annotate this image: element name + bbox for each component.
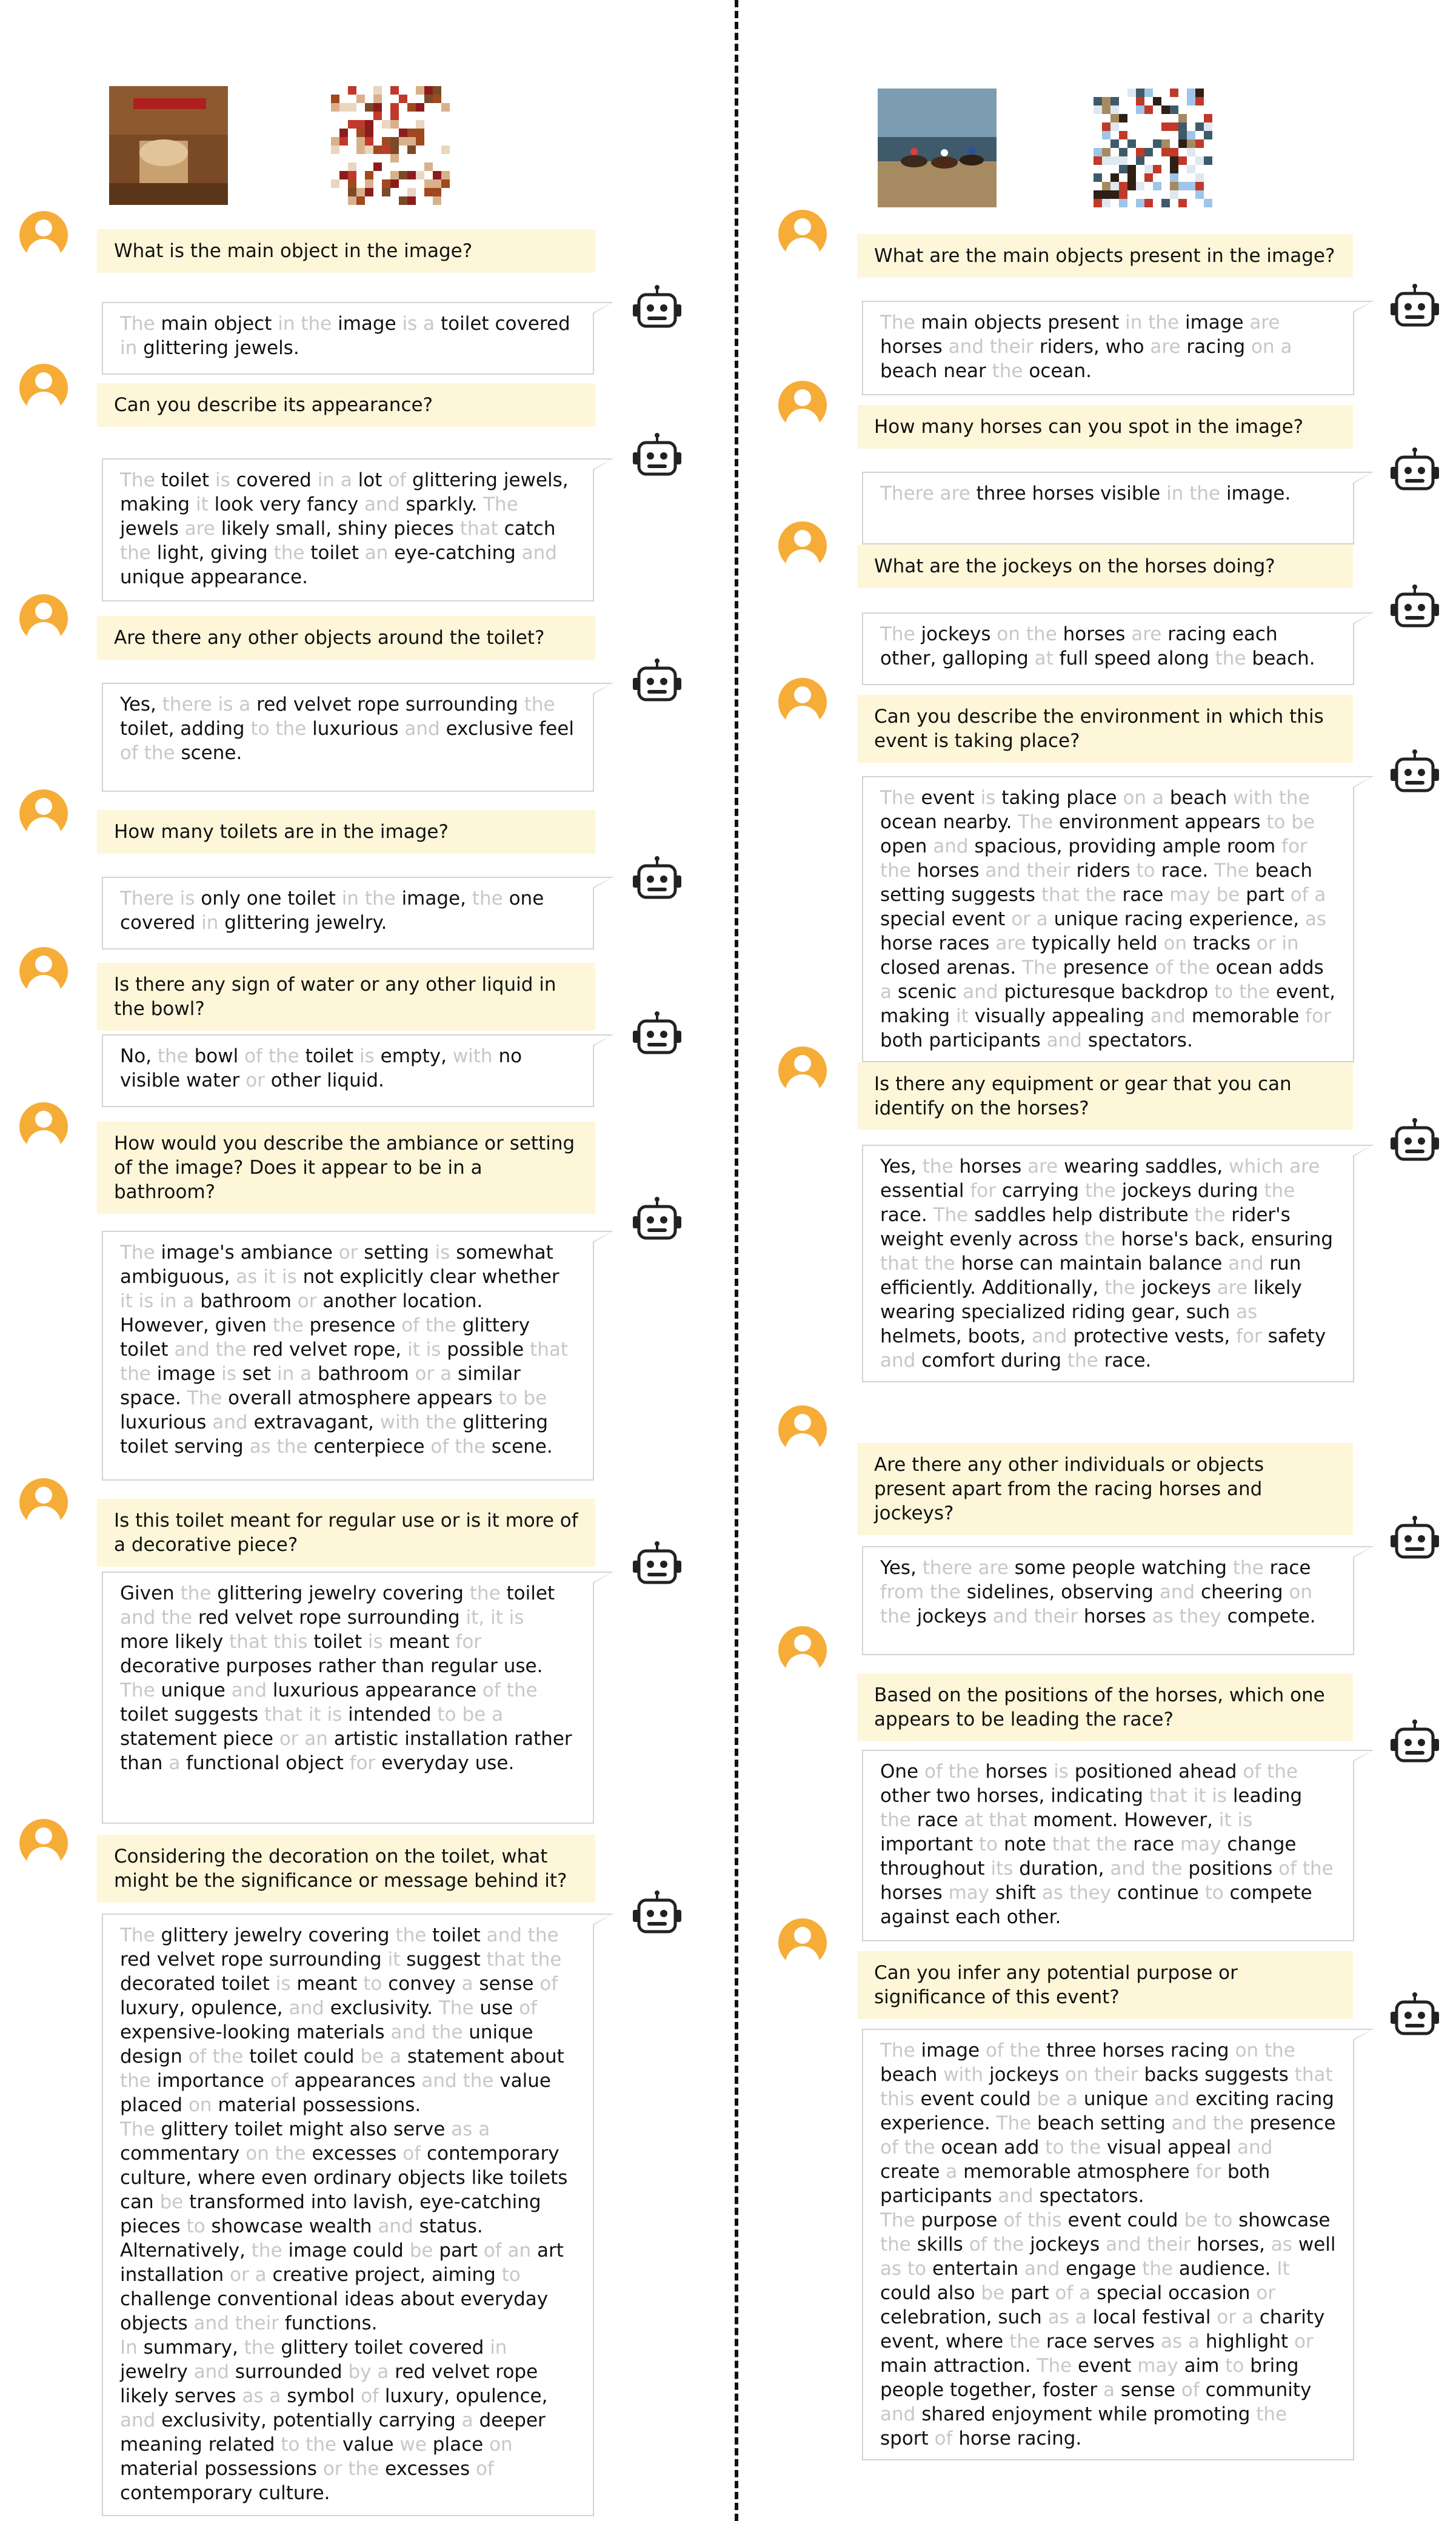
user-avatar-icon: [19, 1478, 68, 1527]
answer-bubble: The event is taking place on a beach with the ocean nearby. The environment appears to be open and spacious, providing ample room for the horses and their riders to race. The beach setting suggests that the race may be part of a special event or a unique racing experience, as horse races are typically held on tracks or in closed arenas. The presence of the ocean adds a scenic and picturesque backdrop to the event, making it visually appealing and memorable for both participants and spectators.: [862, 776, 1354, 1062]
user-avatar-icon: [19, 1102, 68, 1151]
user-avatar-icon: [19, 1819, 68, 1867]
robot-assistant-icon: [1389, 583, 1440, 634]
robot-assistant-icon: [1389, 1991, 1440, 2042]
user-avatar-icon: [778, 381, 827, 429]
question-bubble: Is there any equipment or gear that you can identify on the horses?: [857, 1062, 1353, 1130]
center-dashed-divider: [735, 0, 738, 2521]
robot-assistant-icon: [1389, 1718, 1440, 1769]
user-avatar-icon: [778, 1626, 827, 1675]
question-bubble: Are there any other objects around the toilet?: [97, 616, 595, 660]
question-bubble: Considering the decoration on the toilet, what might be the significance or message behind it?: [97, 1835, 595, 1903]
user-avatar-icon: [19, 211, 68, 259]
user-avatar-icon: [19, 364, 68, 412]
question-bubble: Can you infer any potential purpose or significance of this event?: [857, 1951, 1353, 2019]
user-avatar-icon: [19, 789, 68, 838]
toilet-photo-thumbnail: [109, 86, 228, 205]
answer-bubble: The jockeys on the horses are racing each other, galloping at full speed along the beach.: [862, 612, 1354, 685]
robot-assistant-icon: [1389, 1515, 1440, 1565]
robot-assistant-icon: [632, 855, 683, 906]
robot-assistant-icon: [1389, 748, 1440, 799]
robot-assistant-icon: [632, 284, 683, 335]
question-bubble: Can you describe the environment in which this event is taking place?: [857, 695, 1353, 763]
robot-assistant-icon: [632, 1889, 683, 1940]
question-bubble: Based on the positions of the horses, which one appears to be leading the race?: [857, 1673, 1353, 1741]
answer-bubble: The main objects present in the image are horses and their riders, who are racing on a beach near the ocean.: [862, 301, 1354, 395]
answer-bubble: The glittery jewelry covering the toilet and the red velvet rope surrounding it suggest that the decorated toilet is meant to convey a sense of luxury, opulence, and exclusivity. The use of expensive-looking materials and the unique design of the toilet could be a statement about the importance of appearances and the value placed on material possessions. The glittery toilet might also serve as a commentary on the excesses of contemporary culture, where even ordinary objects like toilets can be transformed into lavish, eye-catching pieces to showcase wealth and status. Alternatively, the image could be part of an art installation or a creative project, aiming to challenge conventional ideas about everyday objects and their functions. In summary, the glittery toilet covered in jewelry and surrounded by a red velvet rope likely serves as a symbol of luxury, opulence, and exclusivity, potentially carrying a deeper meaning related to the value we place on material possessions or the excesses of contemporary culture.: [102, 1913, 594, 2516]
user-avatar-icon: [778, 1918, 827, 1967]
robot-assistant-icon: [1389, 283, 1440, 333]
horses-photo-thumbnail: [878, 89, 997, 207]
question-bubble: Can you describe its appearance?: [97, 383, 595, 427]
answer-bubble: Yes, the horses are wearing saddles, which are essential for carrying the jockeys during the race. The saddles help distribute the rider's weight evenly across the horse's back, ensuring that the horse can maintain balance and run efficiently. Additionally, the jockeys are likely wearing specialized riding gear, such as helmets, boots, and protective vests, for safety and comfort during the race.: [862, 1145, 1354, 1382]
robot-assistant-icon: [632, 1196, 683, 1247]
answer-bubble: There is only one toilet in the image, the one covered in glittering jewelry.: [102, 877, 594, 949]
question-bubble: How would you describe the ambiance or setting of the image? Does it appear to be in a bathroom?: [97, 1122, 595, 1214]
user-avatar-icon: [778, 1405, 827, 1454]
question-bubble: Is this toilet meant for regular use or is it more of a decorative piece?: [97, 1499, 595, 1567]
user-avatar-icon: [778, 678, 827, 726]
user-avatar-icon: [778, 521, 827, 570]
answer-bubble: Yes, there is a red velvet rope surrounding the toilet, adding to the luxurious and exclusive feel of the scene.: [102, 683, 594, 792]
user-avatar-icon: [19, 594, 68, 643]
robot-assistant-icon: [1389, 1117, 1440, 1168]
toilet-masked-thumbnail: [331, 86, 450, 205]
robot-assistant-icon: [1389, 446, 1440, 497]
answer-bubble: The main object in the image is a toilet covered in glittering jewels.: [102, 302, 594, 375]
robot-assistant-icon: [632, 657, 683, 708]
robot-assistant-icon: [632, 1010, 683, 1061]
robot-assistant-icon: [632, 432, 683, 483]
question-bubble: What are the main objects present in the image?: [857, 234, 1353, 278]
answer-bubble: The image of the three horses racing on the beach with jockeys on their backs suggests that this event could be a unique and exciting racing experience. The beach setting and the presence of the ocean add to the visual appeal and create a memorable atmosphere for both participants and spectators. The purpose of this event could be to showcase the skills of the jockeys and their horses, as well as to entertain and engage the audience. It could also be part of a special occasion or celebration, such as a local festival or a charity event, where the race serves as a highlight or main attraction. The event may aim to bring people together, foster a sense of community and shared enjoyment while promoting the sport of horse racing.: [862, 2029, 1354, 2460]
question-bubble: How many toilets are in the image?: [97, 810, 595, 854]
question-bubble: How many horses can you spot in the image?: [857, 405, 1353, 449]
answer-bubble: Yes, there are some people watching the race from the sidelines, observing and cheering on the jockeys and their horses as they compete.: [862, 1546, 1354, 1655]
user-avatar-icon: [19, 947, 68, 996]
answer-bubble: No, the bowl of the toilet is empty, with no visible water or other liquid.: [102, 1034, 594, 1107]
answer-bubble: The toilet is covered in a lot of glittering jewels, making it look very fancy and sparkly. The jewels are likely small, shiny pieces that catch the light, giving the toilet an eye-catching and unique appearance.: [102, 458, 594, 601]
question-bubble: Is there any sign of water or any other liquid in the bowl?: [97, 963, 595, 1031]
user-avatar-icon: [778, 1046, 827, 1095]
answer-bubble: One of the horses is positioned ahead of the other two horses, indicating that it is leading the race at that moment. However, it is important to note that the race may change throughout its duration, and the positions of the horses may shift as they continue to compete against each other.: [862, 1750, 1354, 1941]
answer-bubble: Given the glittering jewelry covering the toilet and the red velvet rope surrounding it, it is more likely that this toilet is meant for decorative purposes rather than regular use. The unique and luxurious appearance of the toilet suggests that it is intended to be a statement piece or an artistic installation rather than a functional object for everyday use.: [102, 1572, 594, 1824]
answer-bubble: There are three horses visible in the image.: [862, 472, 1354, 544]
robot-assistant-icon: [632, 1540, 683, 1591]
question-bubble: What is the main object in the image?: [97, 229, 595, 273]
user-avatar-icon: [778, 210, 827, 258]
answer-bubble: The image's ambiance or setting is somewhat ambiguous, as it is not explicitly clear whether it is in a bathroom or another location. However, given the presence of the glittery toilet and the red velvet rope, it is possible that the image is set in a bathroom or a similar space. The overall atmosphere appears to be luxurious and extravagant, with the glittering toilet serving as the centerpiece of the scene.: [102, 1231, 594, 1481]
question-bubble: What are the jockeys on the horses doing?: [857, 544, 1353, 588]
horses-masked-thumbnail: [1094, 89, 1212, 207]
question-bubble: Are there any other individuals or objects present apart from the racing horses and jockeys?: [857, 1443, 1353, 1535]
